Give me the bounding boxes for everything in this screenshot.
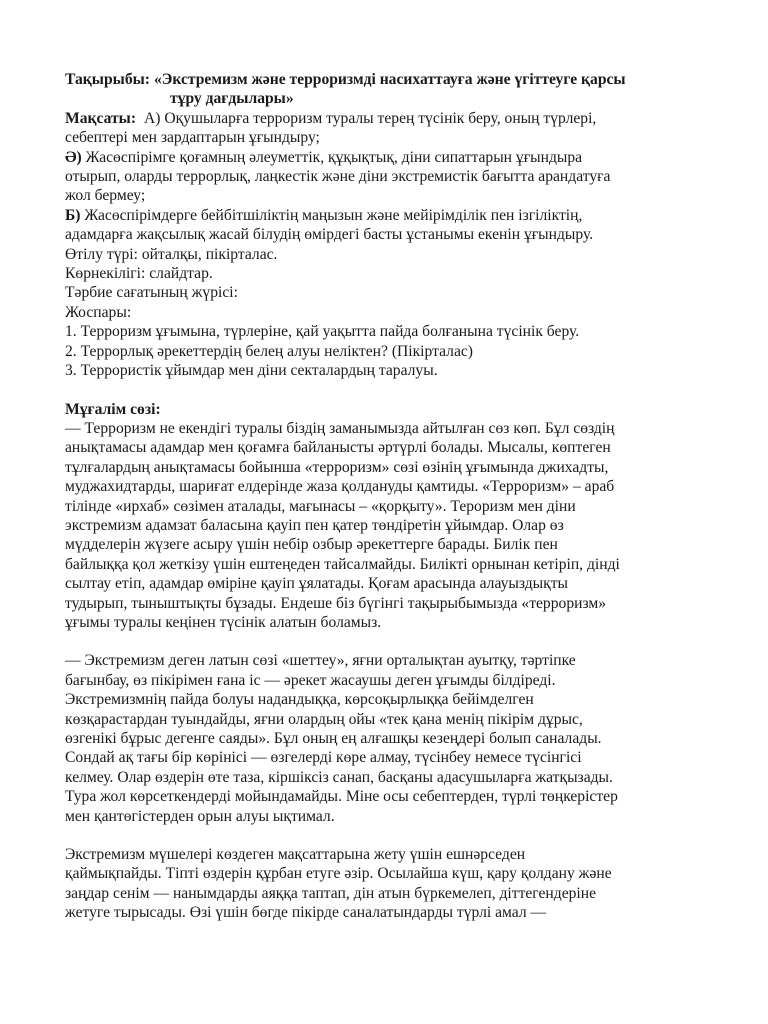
paragraph-line: заңдар сенім — нанымдарды аяққа таптап, дін атын бүркемелеп, діттегендеріне — [65, 884, 597, 902]
paragraph-3 — [65, 845, 715, 923]
paragraph-line: Экстремизм мүшелері көздеген мақсаттарына жету үшін ешнәрседен — [65, 846, 526, 864]
paragraph-line: сылтау етіп, адамдар өміріне қауіп ұялатады. Қоғам арасында алауыздықты — [65, 575, 569, 593]
spacer — [65, 826, 715, 845]
paragraph-line: мүдделерін жүзеге асыру үшін небір озбыр әрекеттерге барады. Билік пен — [65, 536, 558, 554]
goal-b-line-3: жол бермеу; — [65, 187, 146, 205]
lesson-type-line: Өтілу түрі: ойталқы, пікірталас. — [65, 245, 278, 263]
goal-a-line-1 — [65, 109, 715, 128]
plan-item-1: 1. Терроризм ұғымына, түрлеріне, қай уақытта пайда болғанына түсінік беру. — [65, 323, 580, 341]
plan-item-3: 3. Террористік ұйымдар мен діни секталардың таралуы. — [65, 362, 438, 380]
paragraph-line: анықтамасы адамдар мен қоғамға байланысты әртүрлі болады. Мысалы, көптеген — [65, 439, 611, 457]
goal-c-line-1 — [65, 206, 715, 225]
paragraph-line: жетуге тырысады. Өзі үшін бөгде пікірде саналатындарды түрлі амал — — [65, 904, 547, 922]
paragraph-line: Экстремизмнің пайда болуы надандыққа, көрсоқырлыққа бейімделген — [65, 691, 534, 709]
paragraph-line: ұғымы туралы кеңінен түсінік алатын боламыз. — [65, 613, 382, 631]
paragraph-line: тілінде «ирхаб» сөзімен аталады, мағынасы – «қорқыту». Тероризм мен діни — [65, 497, 576, 515]
paragraph-line: — Экстремизм деген латын сөзі «шеттеу», яғни орталықтан ауытқу, тәртіпке — [65, 652, 576, 670]
goal-a-letter: А) — [143, 109, 161, 127]
spacer — [65, 632, 715, 651]
paragraph-line: бағынбау, өз пікірімен ғана іс — әрекет жасаушы деген ұғымды білдіреді. — [65, 671, 556, 689]
paragraph-line: қаймықпайды. Тіпті өздерін құрбан етуге әзір. Осылайша күш, қару қолдану және — [65, 865, 612, 883]
goal-b-line-2: отырып, оларды террорлық, лаңкестік және діни экстремистік бағытта арандатуға — [65, 168, 611, 186]
title-line-1: «Экстремизм және терроризмді насихаттауға және үгіттеуге қарсы — [153, 71, 626, 88]
paragraph-line: Тура жол көрсеткендерді мойындамайды. Міне осы себептерден, түрлі төңкерістер — [65, 788, 618, 806]
title-line-2: тұру дағдылары» — [170, 90, 294, 108]
paragraph-line: тудырып, тыныштықты бұзады. Ендеше біз бүгінгі тақырыбымызда «терроризм» — [65, 594, 607, 612]
document-body — [65, 70, 715, 923]
goal-b-letter: Ә) — [65, 148, 82, 166]
goals-label: Мақсаты: — [65, 109, 137, 127]
plan-heading-line: Жоспары: — [65, 303, 132, 321]
teacher-heading: Мұғалім сөзі: — [65, 400, 161, 418]
goal-c-letter: Б) — [65, 206, 81, 224]
paragraph-line: көзқарастардан туындайды, яғни олардың ойы «тек қана менің пікірім дұрыс, — [65, 710, 583, 728]
goal-c-text-1: Жасөспірімдерге бейбітшіліктің маңызын және мейірімділік пен ізгіліктің, — [80, 206, 583, 224]
paragraph-1 — [65, 419, 715, 632]
paragraph-line: тұлғалардың анықтамасы бойынша «терроризм» сөзі өзінің ұғымында джихадты, — [65, 458, 609, 476]
paragraph-line: экстремизм адамзат баласына қауіп пен қатер төндіретін ұйымдар. Олар өз — [65, 516, 564, 534]
title-row — [65, 70, 715, 89]
goal-c-line-2: адамдарға жақсылық жасай білудің өмірдегі басты ұстанымы екенін ұғындыру. — [65, 226, 594, 244]
spacer — [65, 381, 715, 400]
plan-item-2: 2. Террорлық әрекеттердің белең алуы неліктен? (Пікірталас) — [65, 342, 473, 360]
paragraph-line: муджахидтарды, шариғат елдерінде жаза қолдануды қамтиды. «Терроризм» – араб — [65, 478, 615, 496]
paragraph-line: өзгенікі бұрыс дегенге саяды». Бұл оның ең алғашқы кезеңдері болып саналады. — [65, 730, 602, 747]
goal-b-line-1 — [65, 148, 715, 167]
goal-a-line-2: себептері мен зардаптарын ұғындыру; — [65, 129, 320, 147]
paragraph-line: байлыққа қол жеткізу үшін ештеңеден тайсалмайды. Билікті орнынан кетіріп, дінді — [65, 555, 620, 573]
paragraph-line: келмеу. Олар өздерін өте таза, кіршіксіз санап, басқаны адасушыларға жатқызады. — [65, 768, 613, 786]
lesson-progress-line: Тәрбие сағатының жүрісі: — [65, 284, 238, 302]
paragraph-2 — [65, 651, 715, 826]
goal-b-text-1: Жасөспірімге қоғамның әлеуметтік, құқықтық, діни сипаттарын ұғындыра — [81, 148, 583, 166]
paragraph-line: — Терроризм не екендігі туралы біздің заманымызда айтылған сөз көп. Бұл сөздің — [65, 419, 615, 437]
title-label: Тақырыбы: — [65, 71, 150, 88]
paragraph-line: Сондай ақ тағы бір көрінісі — өзгелерді көре алмау, түсінбеу немесе түсінгісі — [65, 749, 582, 767]
visual-aids-line: Көрнекілігі: слайдтар. — [65, 265, 213, 283]
goal-a-text-1: Оқушыларға терроризм туралы терең түсінік беру, оның түрлері, — [160, 109, 597, 127]
paragraph-line: мен қантөгістерден орын алуы ықтимал. — [65, 807, 335, 825]
